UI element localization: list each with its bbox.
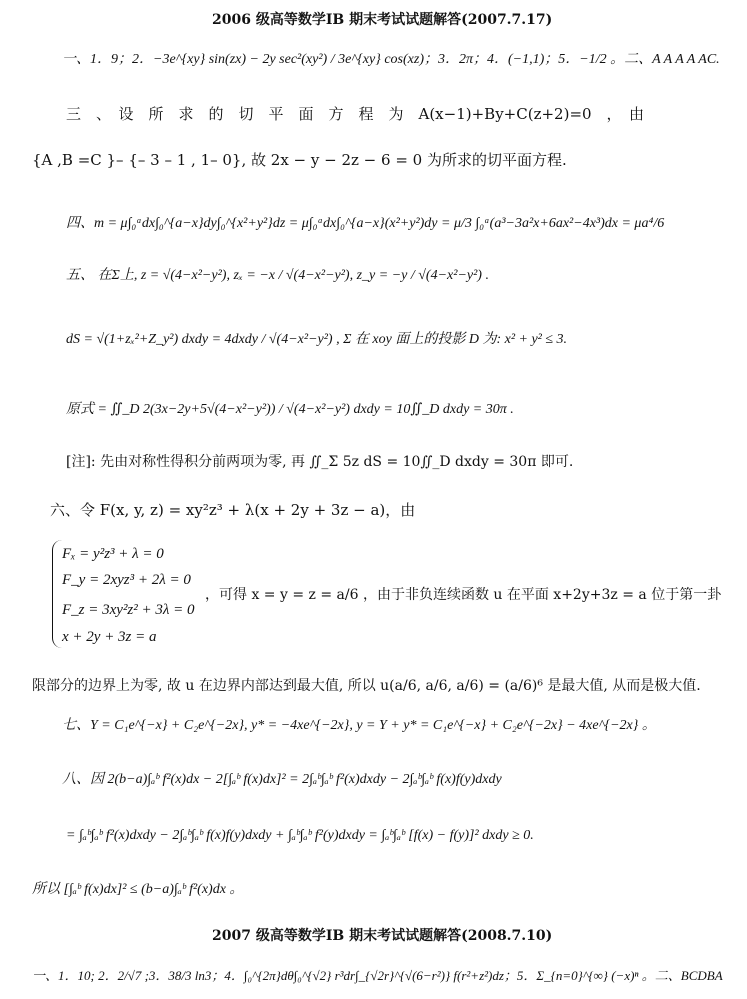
answer-part-6-result: ，可得 x = y = z = a/6 ，由于非负连续函数 u 在平面 x+2y+3z = a 位于第一卦 <box>205 587 722 603</box>
answer-part-4: 四、m = μ∫₀ᵃdx∫₀^{a−x}dy∫₀^{x²+y²}dz = μ∫₀ᵃdx∫₀^{a−x}(x²+y²)dy = μ/3 ∫₀ᵃ(a³−3a²x+6ax²−4x³)dx = μa⁴/6 <box>66 216 665 231</box>
answer-part-6-conclusion: 限部分的边界上为零, 故 u 在边界内部达到最大值, 所以 u(a/6, a/6, a/6) = (a/6)⁶ 是最大值, 从而是极大值. <box>32 678 701 694</box>
answer-part-5-line-1: 五、 在Σ上, z = √(4−x²−y²), zₓ = −x / √(4−x²−y²), z_y = −y / √(4−x²−y²) . <box>66 268 489 283</box>
answer-part-1-2006: 一、1．9；2．−3e^{xy} sin(zx) − 2y sec²(xy²) / 3e^{xy} cos(xz)；3．2π；4．(−1,1)；5．−1/2 。二、A A A A AC. <box>62 52 720 67</box>
answer-part-7: 七、Y = C₁e^{−x} + C₂e^{−2x}, y* = −4xe^{−2x}, y = Y + y* = C₁e^{−x} + C₂e^{−2x} − 4xe^{−2x} 。 <box>62 718 656 733</box>
equation-system-line-2: F_y = 2xyz³ + 2λ = 0 <box>62 572 191 588</box>
answer-part-5-note: [注]: 先由对称性得积分前两项为零, 再 ∬_Σ 5z dS = 10∬_D dxdy = 30π 即可. <box>66 454 574 470</box>
answer-part-3-line-1: 三 、 设 所 求 的 切 平 面 方 程 为 A(x−1)+By+C(z+2)=0 ， 由 <box>66 105 645 123</box>
answer-part-8-line-1: 八、因 2(b−a)∫ₐᵇ f²(x)dx − 2[∫ₐᵇ f(x)dx]² = 2∫ₐᵇ∫ₐᵇ f²(x)dxdy − 2∫ₐᵇ∫ₐᵇ f(x)f(y)dxdy <box>62 772 502 787</box>
equation-system-line-1: Fₓ = y²z³ + λ = 0 <box>62 546 164 562</box>
answer-part-8-line-3: 所以 [∫ₐᵇ f(x)dx]² ≤ (b−a)∫ₐᵇ f²(x)dx 。 <box>32 882 244 897</box>
section-2007-title: 2007 级高等数学IB 期末考试试题解答(2008.7.10) <box>212 928 553 944</box>
answer-part-1-2007: 一、1．10; 2．2/√7 ;3．38/3 ln3；4．∫₀^{2π}dθ∫₀^{√2} r³dr∫_{√2r}^{√(6−r²)} f(r²+z²)dz；5．Σ_{n=0}^{∞} (−x)ⁿ 。二、BCDBA <box>32 968 723 983</box>
answer-part-5-line-2: dS = √(1+zₓ²+Z_y²) dxdy = 4dxdy / √(4−x²−y²) , Σ 在 xoy 面上的投影 D 为: x² + y² ≤ 3. <box>66 332 568 347</box>
answer-part-8-line-2: = ∫ₐᵇ∫ₐᵇ f²(x)dxdy − 2∫ₐᵇ∫ₐᵇ f(x)f(y)dxdy + ∫ₐᵇ∫ₐᵇ f²(y)dxdy = ∫ₐᵇ∫ₐᵇ [f(x) − f(y)]² dxdy ≥ 0. <box>66 828 534 843</box>
equation-system-line-4: x + 2y + 3z = a <box>62 629 157 645</box>
answer-part-5-line-3: 原式 = ∬_D 2(3x−2y+5√(4−x²−y²)) / √(4−x²−y²) dxdy = 10∬_D dxdy = 30π . <box>66 402 514 417</box>
answer-part-3-line-2: {A ,B =C }– {– 3 – 1 , 1– 0}, 故 2x − y − 2z − 6 = 0 为所求的切平面方程. <box>32 151 567 169</box>
answer-part-6-intro: 六、令 F(x, y, z) = xy²z³ + λ(x + 2y + 3z − a)，由 <box>50 501 416 519</box>
equation-system-line-3: F_z = 3xy²z² + 3λ = 0 <box>62 602 195 618</box>
section-2006-title: 2006 级高等数学IB 期末考试试题解答(2007.7.17) <box>212 12 553 28</box>
